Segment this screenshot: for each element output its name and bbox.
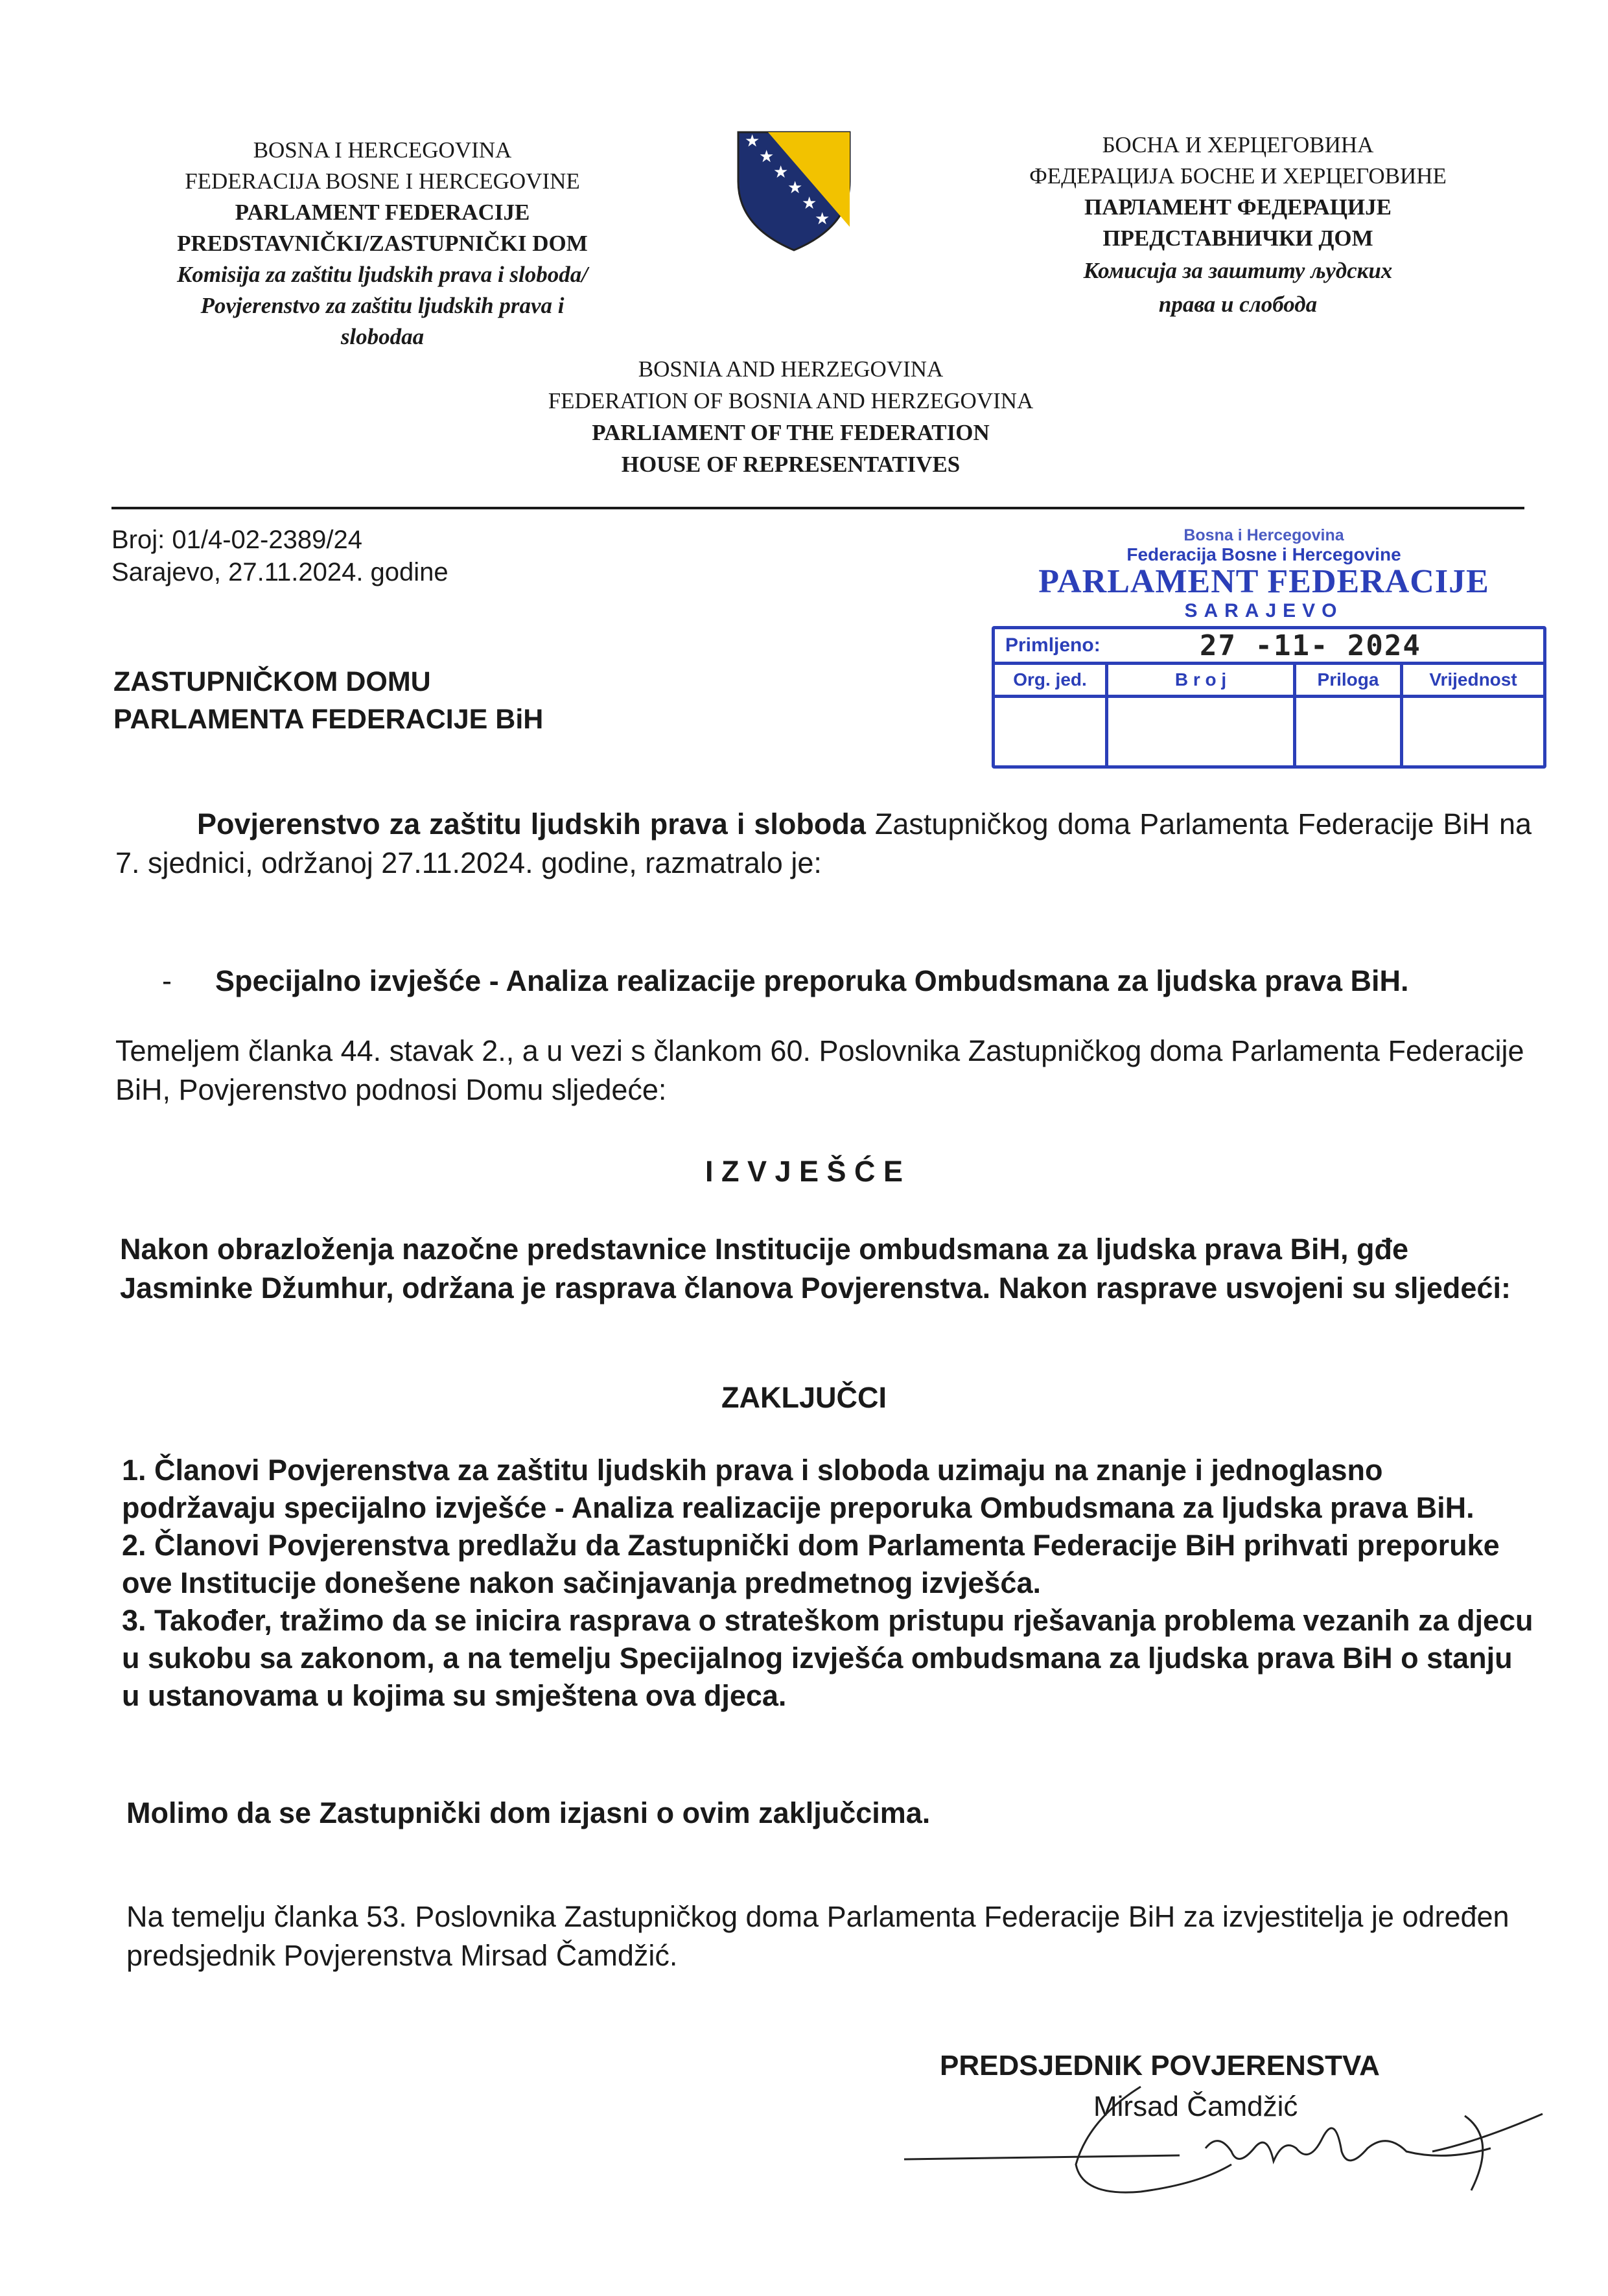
stamp-col-attachments: Priloga [1296, 665, 1403, 695]
rapporteur-paragraph: Na temelju članka 53. Poslovnika Zastupničkog doma Parlamenta Federacije BiH za izvjestitelja je određen predsjednik Povjerenstva Mirsad Čamdžić. [126, 1900, 1509, 1972]
stamp-header-row [995, 665, 1543, 698]
request-paragraph: Molimo da se Zastupnički dom izjasni o ovim zaključcima. [126, 1796, 931, 1829]
header-left-commission: Komisija za zaštitu ljudskih prava i sloboda/ [176, 262, 588, 287]
addressee-line-1: ZASTUPNIČKOM DOMU [113, 666, 431, 697]
stamp-country: Bosna i Hercegovina [1183, 526, 1344, 544]
conclusions-title: ZAKLJUČCI [721, 1381, 887, 1414]
header-right-commission-2: права и слобода [1158, 292, 1318, 317]
signature-title: PREDSJEDNIK POVJERENSTVA [940, 2050, 1380, 2081]
reference-block [111, 524, 449, 588]
stamp-parliament: PARLAMENT FEDERACIJE [1038, 563, 1489, 600]
svg-text:★: ★ [759, 147, 775, 166]
stamp-col-org: Org. jed. [995, 665, 1108, 695]
agenda-dash: - [162, 964, 172, 997]
report-title: I Z V J E Š Ć E [705, 1155, 903, 1188]
stamp-col-value: Vrijednost [1429, 669, 1517, 690]
conclusion-item: 2. Članovi Povjerenstva predlažu da Zastupnički dom Parlamenta Federacije BiH prihvati preporuke ove Institucije donešene nakon sačinjavanja predmetnog izvješća. [122, 1529, 1500, 1599]
coat-of-arms [736, 130, 852, 253]
stamp-col-number: B r o j [1108, 665, 1296, 695]
stamp-empty-row [995, 698, 1543, 765]
header-right [953, 130, 1523, 321]
stamp-received-label: Primljeno: [1005, 634, 1101, 656]
header-left [117, 135, 648, 353]
header-right-commission: Комисија за заштиту људских [1083, 258, 1393, 283]
agenda-item [162, 962, 1536, 1001]
handwritten-signature [894, 2041, 1549, 2236]
stamp-received-date: 27 -11- 2024 [1200, 629, 1421, 662]
addressee-line-2: PARLAMENTA FEDERACIJE BiH [113, 704, 544, 735]
header-left-country: BOSNA I HERCEGOVINA [253, 137, 512, 163]
conclusion-item: 1. Članovi Povjerenstva za zaštitu ljudskih prava i sloboda uzimaju na znanje i jednoglasno podržavaju specijalno izvješće - Analiza realizacije preporuka Ombudsmana za ljudska prava BiH. [122, 1454, 1474, 1524]
header-center-house: HOUSE OF REPRESENTATIVES [621, 452, 961, 477]
stamp-federation: Federacija Bosne i Hercegovine [1126, 544, 1401, 564]
signature-name: Mirsad Čamdžić [1093, 2091, 1298, 2122]
svg-text:★: ★ [745, 132, 760, 150]
header-left-federation: FEDERACIJA BOSNE I HERCEGOVINE [185, 168, 580, 194]
svg-text:★: ★ [773, 163, 789, 181]
header-divider [111, 507, 1524, 509]
coat-of-arms-icon [736, 130, 852, 253]
intro-subject: Povjerenstvo za zaštitu ljudskih prava i sloboda [197, 807, 866, 841]
reference-number: Broj: 01/4-02-2389/24 [111, 526, 362, 554]
header-left-commission-2: Povjerenstvo za zaštitu ljudskih prava i [200, 293, 565, 318]
header-right-house: ПРЕДСТАВНИЧКИ ДОМ [1102, 226, 1373, 251]
agenda-text: Specijalno izvješće - Analiza realizacije preporuka Ombudsmana za ljudska prava BiH. [215, 964, 1409, 997]
header-left-commission-3: slobodaa [340, 324, 425, 349]
header-center-federation: FEDERATION OF BOSNIA AND HERZEGOVINA [548, 388, 1034, 413]
header-center [467, 353, 1115, 480]
header-right-parliament: ПАРЛАМЕНТ ФЕДЕРАЦИЈЕ [1084, 194, 1392, 220]
header-right-country: БОСНА И ХЕРЦЕГОВИНА [1102, 132, 1374, 157]
intro-paragraph [115, 805, 1532, 883]
svg-text:★: ★ [802, 194, 817, 213]
conclusion-item: 3. Također, tražimo da se inicira rasprava o strateškom pristupu rješavanja problema vezanih za djecu u sukobu sa zakonom, a na temelju Specijalnog izvješća ombudsmana za ljudska prava BiH o stanju u ustanovama u kojima su smještena ova djeca. [122, 1604, 1533, 1712]
receipt-stamp [985, 526, 1543, 769]
discussion-paragraph: Nakon obrazloženja nazočne predstavnice Institucije ombudsmana za ljudska prava BiH, gđe Jasminke Džumhur, održana je rasprava članova Povjerenstva. Nakon rasprave usvojeni su sljedeći: [120, 1233, 1511, 1305]
stamp-received-row [995, 629, 1543, 665]
header-left-house: PREDSTAVNIČKI/ZASTUPNIČKI DOM [177, 231, 588, 256]
header-left-parliament: PARLAMENT FEDERACIJE [235, 200, 530, 225]
stamp-table [992, 626, 1546, 769]
reference-date: Sarajevo, 27.11.2024. godine [111, 558, 449, 586]
conclusions-list [122, 1452, 1533, 1715]
svg-text:★: ★ [787, 178, 803, 197]
svg-text:★: ★ [815, 209, 830, 228]
header-center-parliament: PARLIAMENT OF THE FEDERATION [592, 420, 990, 445]
stamp-city: SARAJEVO [1184, 600, 1344, 621]
basis-paragraph: Temeljem članka 44. stavak 2., a u vezi s člankom 60. Poslovnika Zastupničkog doma Parlamenta Federacije BiH, Povjerenstvo podnosi Domu sljedeće: [115, 1034, 1524, 1106]
addressee [113, 663, 543, 738]
header-right-federation: ФЕДЕРАЦИЈА БОСНЕ И ХЕРЦЕГОВИНЕ [1029, 163, 1447, 189]
header-center-country: BOSNIA AND HERZEGOVINA [638, 356, 944, 382]
intro-text: Zastupničkog doma Parlamenta Federacije BiH na 7. sjednici, održanoj 27.11.2024. godine, razmatralo je: [115, 807, 1532, 879]
